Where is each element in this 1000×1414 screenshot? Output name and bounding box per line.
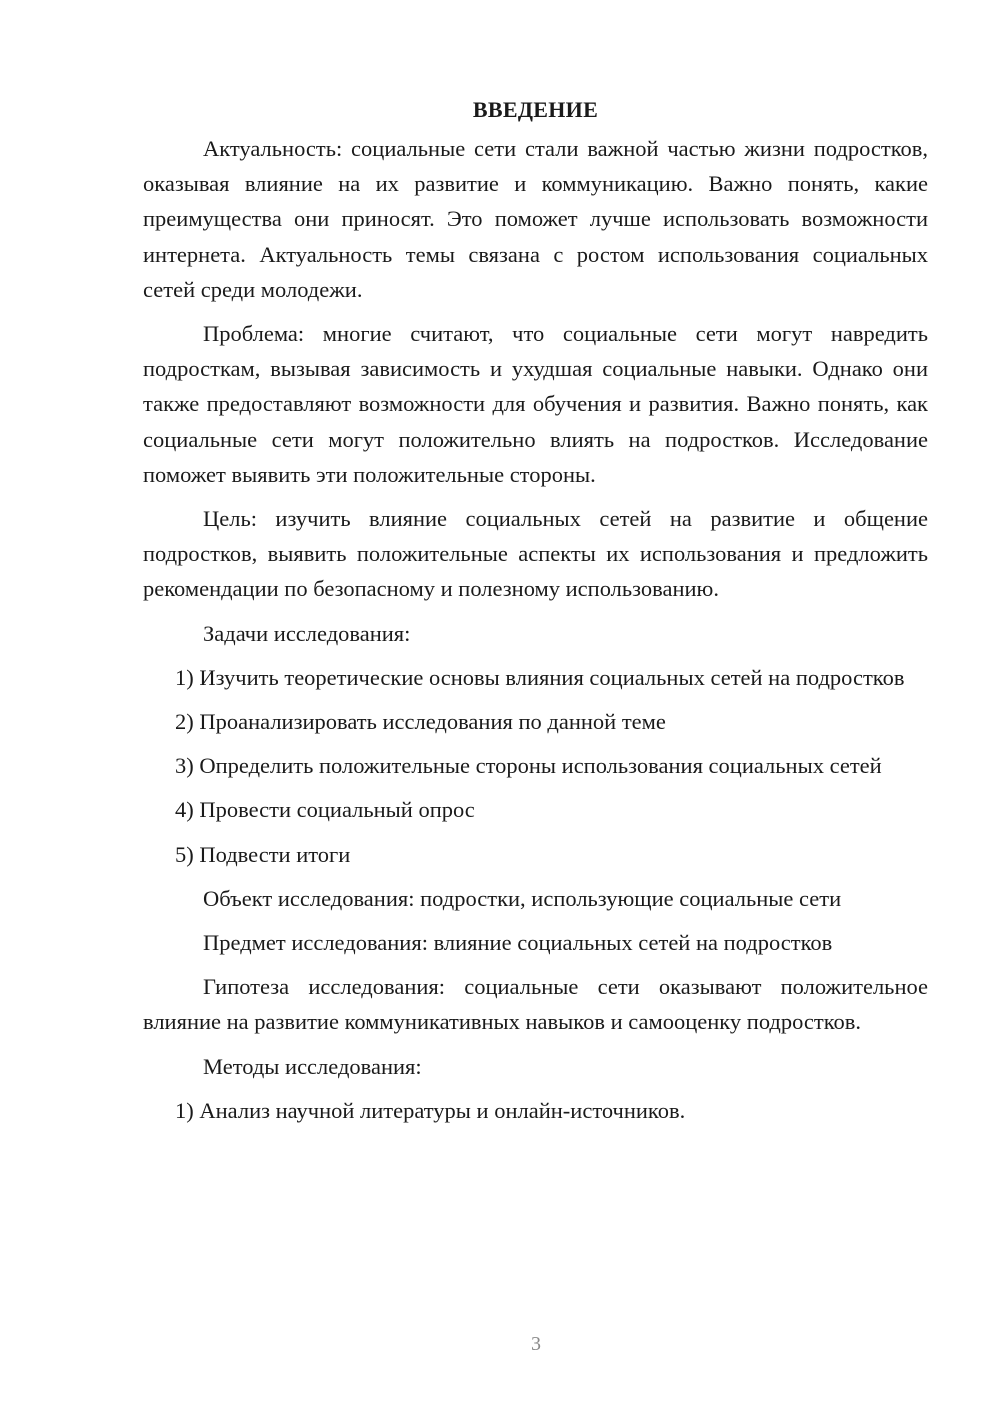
task-item-4: 4) Провести социальный опрос	[175, 797, 475, 823]
problem-paragraph: Проблема: многие считают, что социальные сети могут навредить подросткам, вызывая зависимость и ухудшая социальные навыки. Однако они также предоставляют возможности для обучения и развития. Важно понять, как социальные сети могут положительно влиять на подростков. Исследование поможет выявить эти положительные стороны.	[143, 321, 928, 487]
task-item-1: 1) Изучить теоретические основы влияния социальных сетей на подростков	[175, 664, 905, 690]
section-title: ВВЕДЕНИЕ	[472, 97, 599, 122]
tasks-heading: Задачи исследования:	[203, 620, 411, 646]
hypothesis-paragraph: Гипотеза исследования: социальные сети оказывают положительное влияние на развитие коммуникативных навыков и самооценку подростков.	[143, 974, 928, 1035]
page-number: 3	[531, 1333, 541, 1355]
research-object: Объект исследования: подростки, использующие социальные сети	[203, 885, 842, 911]
task-item-3: 3) Определить положительные стороны использования социальных сетей	[175, 753, 882, 779]
relevance-paragraph: Актуальность: социальные сети стали важной частью жизни подростков, оказывая влияние на их развитие и коммуникацию. Важно понять, какие преимущества они приносят. Это поможет лучше использовать возможности интернета. Актуальность темы связана с ростом использования социальных сетей среди молодежи.	[143, 136, 928, 302]
task-item-2: 2) Проанализировать исследования по данной теме	[175, 709, 666, 735]
research-subject: Предмет исследования: влияние социальных сетей на подростков	[203, 930, 833, 956]
document-body	[143, 92, 928, 1137]
methods-heading: Методы исследования:	[203, 1053, 422, 1079]
method-item-1: 1) Анализ научной литературы и онлайн-источников.	[175, 1097, 686, 1123]
goal-paragraph: Цель: изучить влияние социальных сетей на развитие и общение подростков, выявить положительные аспекты их использования и предложить рекомендации по безопасному и полезному использованию.	[143, 506, 928, 602]
task-item-5: 5) Подвести итоги	[175, 841, 351, 867]
